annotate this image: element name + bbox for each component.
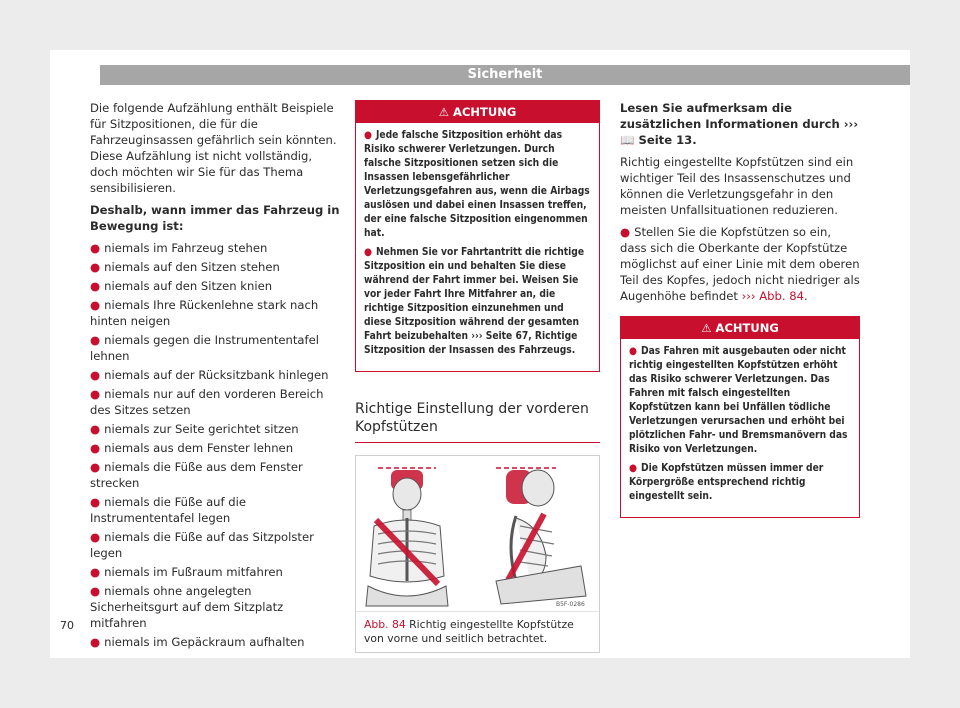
figure-code: B5F-0286 — [556, 601, 585, 608]
figure-headrest — [355, 455, 600, 653]
list-item: ● niemals Ihre Rückenlehne stark nach hinten neigen — [90, 298, 319, 328]
figure-caption — [356, 612, 599, 652]
column-right — [620, 100, 860, 518]
warning-paragraph: ● Die Kopfstützen müssen immer der Körpergröße entsprechend richtig eingestellt sein. — [629, 463, 824, 502]
lead-paragraph: Deshalb, wann immer das Fahrzeug in Bewegung ist: — [90, 203, 340, 233]
bullet-icon: ● — [90, 441, 101, 455]
list-item: ● niemals nur auf den vorderen Bereich des Sitzes setzen — [90, 387, 324, 417]
bullet-icon: ● — [90, 298, 101, 312]
bullet-icon: ● — [629, 463, 637, 474]
page — [50, 50, 910, 658]
warning-body — [621, 339, 859, 517]
bullet-icon: ● — [90, 530, 101, 544]
figure-label: Abb. 84 — [364, 618, 406, 631]
bullet-icon: ● — [90, 422, 101, 436]
warning-header: ⚠ ACHTUNG — [356, 101, 599, 123]
bullet-icon: ● — [90, 584, 101, 598]
list-item: ● niemals ohne angelegten Sicherheitsgurt auf dem Sitzplatz mitfahren — [90, 584, 284, 630]
column-left — [90, 100, 340, 653]
page-number: 70 — [60, 619, 74, 632]
warning-header: ⚠ ACHTUNG — [621, 317, 859, 339]
bullet-icon: ● — [364, 247, 372, 258]
warning-triangle-icon: ⚠ — [438, 105, 450, 119]
cross-reference-link[interactable]: Seite 13 — [638, 133, 693, 147]
warning-body — [356, 123, 599, 371]
list-item: ● niemals aus dem Fenster lehnen — [90, 441, 294, 455]
side-view-skeleton — [496, 468, 586, 604]
bullet-icon: ● — [364, 130, 372, 141]
bullet-icon: ● — [90, 635, 101, 649]
warning-paragraph: ● Nehmen Sie vor Fahrtantritt die richtige Sitzposition ein und behalten Sie diese während der Fahrt immer bei. Weisen Sie vor jeder Fahrt Ihre Mitfahrer an, die richtige Sitzposition einzunehmen und diese Sitzposition während der gesamten Fahrt beizubehalten ››› Seite 67, Richtige Sitzposition der Insassen des Fahrzeugs. — [364, 247, 585, 356]
warning-box-seating — [355, 100, 600, 372]
list-item: ● niemals die Füße auf die Instrumententafel legen — [90, 495, 247, 525]
warning-triangle-icon: ⚠ — [701, 321, 712, 335]
bullet-icon: ● — [90, 565, 101, 579]
list-item: ● niemals zur Seite gerichtet sitzen — [90, 422, 299, 436]
figure-image — [356, 456, 599, 612]
warning-box-headrest — [620, 316, 860, 518]
figure-caption-text: Richtig eingestellte Kopfstütze von vorne und seitlich betrachtet. — [364, 618, 574, 645]
intro-paragraph: Lesen Sie aufmerksam die zusätzlichen Informationen durch ››› 📖 Seite 13. — [620, 101, 859, 147]
bullet-icon: ● — [620, 225, 631, 239]
list-item: ● niemals die Füße aus dem Fenster strecken — [90, 460, 303, 490]
warning-paragraph: ● Jede falsche Sitzposition erhöht das Risiko schwerer Verletzungen. Durch falsche Sitzpositionen setzen sich die Insassen lebensgefährlicher Verletzungsgefahren aus, wenn die Airbags auslösen und dabei einen Insassen treffen, der eine falsche Sitzposition eingenommen hat. — [364, 130, 590, 239]
intro-paragraph: Die folgende Aufzählung enthält Beispiele für Sitzpositionen, die für die Fahrzeuginsassen gefährlich sein könnten. Diese Aufzählung ist nicht vollständig, doch möchten wir Sie für das Thema sensibilisieren. — [90, 101, 337, 195]
list-item: ● niemals die Füße auf das Sitzpolster legen — [90, 530, 314, 560]
bullet-icon: ● — [629, 346, 637, 357]
cross-reference-link[interactable]: ››› Seite 67, Richtige Sitzposition der Insassen des Fahrzeugs. — [364, 331, 578, 356]
bullet-icon: ● — [90, 279, 101, 293]
list-item: ● niemals im Gepäckraum aufhalten — [90, 635, 305, 649]
bullet-icon: ● — [90, 241, 101, 255]
list-item: ● niemals im Fahrzeug stehen — [90, 241, 268, 255]
section-title: Richtige Einstellung der vorderen Kopfstützen — [355, 400, 600, 443]
page-header: Sicherheit — [100, 65, 910, 85]
list-item: ● niemals auf der Rücksitzbank hinlegen — [90, 368, 329, 382]
list-item: ● niemals auf den Sitzen knien — [90, 279, 273, 293]
warning-paragraph: ● Das Fahren mit ausgebauten oder nicht richtig eingestellten Kopfstützen erhöht das Risiko schwerer Verletzungen. Das Fahren mit falsch eingestellten Kopfstützen kann bei Unfällen tödliche Verletzungen verursachen und erhöht bei plötzlichen Fahr- und Bremsmanövern das Risiko von Verletzungen. — [629, 346, 848, 455]
body-paragraph: Richtig eingestellte Kopfstützen sind ein wichtiger Teil des Insassenschutzes und können die Verletzungsgefahr in den meisten Unfallsituationen reduzieren. — [620, 155, 854, 217]
figure-reference-link[interactable]: ››› Abb. 84 — [741, 289, 804, 303]
bullet-icon: ● — [90, 260, 101, 274]
instruction-paragraph: ● Stellen Sie die Kopfstützen so ein, dass sich die Oberkante der Kopfstütze möglichst auf einer Linie mit dem oberen Teil des Kopfes, jedoch nicht niedriger als Augenhöhe befindet ››› Abb. 84. — [620, 225, 860, 303]
headrest-illustration — [356, 456, 599, 611]
bullet-icon: ● — [90, 460, 101, 474]
book-icon: 📖 — [620, 133, 635, 147]
list-item: ● niemals gegen die Instrumententafel lehnen — [90, 333, 319, 363]
bullet-icon: ● — [90, 387, 101, 401]
danger-list — [90, 240, 340, 650]
bullet-icon: ● — [90, 495, 101, 509]
bullet-icon: ● — [90, 368, 101, 382]
front-view-skeleton — [366, 468, 448, 606]
cross-reference-arrow: ››› — [843, 117, 859, 131]
list-item: ● niemals im Fußraum mitfahren — [90, 565, 283, 579]
column-middle — [355, 100, 600, 653]
bullet-icon: ● — [90, 333, 101, 347]
list-item: ● niemals auf den Sitzen stehen — [90, 260, 280, 274]
